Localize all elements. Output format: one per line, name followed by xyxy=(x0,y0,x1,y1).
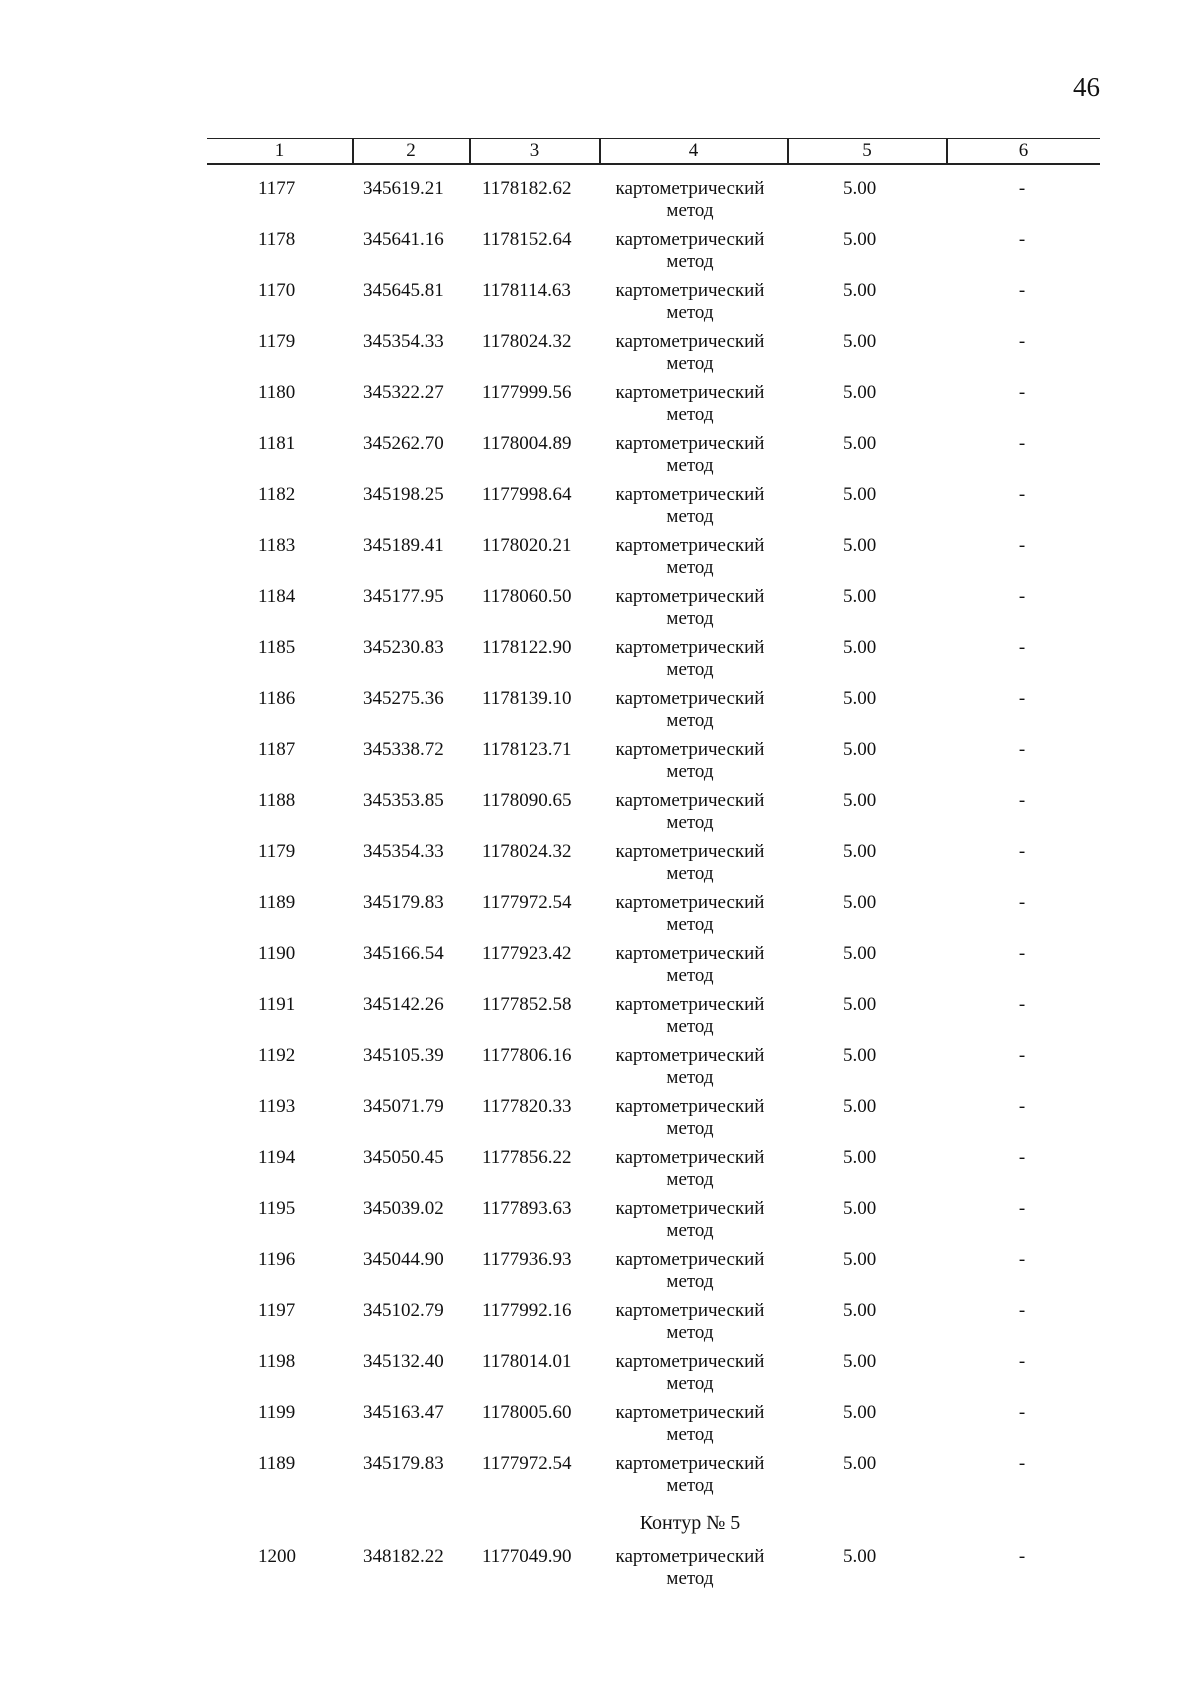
coord-x: 345354.33 xyxy=(363,331,444,352)
point-number: 1200 xyxy=(258,1546,296,1567)
method-line-1: картометрический xyxy=(615,1147,765,1168)
accuracy: 5.00 xyxy=(843,1402,877,1423)
table-row xyxy=(0,892,1200,943)
coord-y: 1177936.93 xyxy=(482,1249,572,1270)
coord-x: 345039.02 xyxy=(363,1198,444,1219)
method-line-2: метод xyxy=(666,608,714,629)
accuracy: 5.00 xyxy=(843,280,877,301)
point-number: 1179 xyxy=(258,841,296,862)
table-row xyxy=(0,841,1200,892)
coord-x: 345071.79 xyxy=(363,1096,444,1117)
description: - xyxy=(1018,1045,1026,1066)
point-number: 1170 xyxy=(258,280,296,301)
description: - xyxy=(1018,229,1026,250)
coord-x: 345105.39 xyxy=(363,1045,444,1066)
coord-y: 1178024.32 xyxy=(482,841,572,862)
coord-y: 1177972.54 xyxy=(482,1453,572,1474)
table-row xyxy=(0,739,1200,790)
accuracy: 5.00 xyxy=(843,688,877,709)
point-number: 1184 xyxy=(258,586,296,607)
accuracy: 5.00 xyxy=(843,331,877,352)
coord-y: 1177999.56 xyxy=(482,382,572,403)
method xyxy=(600,229,780,273)
method-line-2: метод xyxy=(666,761,714,782)
coord-x: 345166.54 xyxy=(363,943,444,964)
method-line-2: метод xyxy=(666,251,714,272)
method-line-2: метод xyxy=(666,863,714,884)
method-line-1: картометрический xyxy=(615,331,765,352)
method-line-2: метод xyxy=(666,1568,714,1589)
coord-y: 1177923.42 xyxy=(482,943,572,964)
table-row xyxy=(0,1096,1200,1147)
accuracy: 5.00 xyxy=(843,1453,877,1474)
coord-x: 345102.79 xyxy=(363,1300,444,1321)
method xyxy=(600,484,780,528)
method-line-1: картометрический xyxy=(615,229,765,250)
method-line-2: метод xyxy=(666,1424,714,1445)
method-line-2: метод xyxy=(666,965,714,986)
accuracy: 5.00 xyxy=(843,892,877,913)
coord-x: 345044.90 xyxy=(363,1249,444,1270)
method xyxy=(600,994,780,1038)
method xyxy=(600,1546,780,1590)
accuracy: 5.00 xyxy=(843,586,877,607)
table-row xyxy=(0,1402,1200,1453)
method-line-2: метод xyxy=(666,1475,714,1496)
point-number: 1199 xyxy=(258,1402,296,1423)
accuracy: 5.00 xyxy=(843,1300,877,1321)
table-row xyxy=(0,1147,1200,1198)
method-line-1: картометрический xyxy=(615,892,765,913)
coord-y: 1177852.58 xyxy=(482,994,572,1015)
table-row xyxy=(0,790,1200,841)
coord-x: 345619.21 xyxy=(363,178,444,199)
description: - xyxy=(1018,382,1026,403)
method-line-1: картометрический xyxy=(615,790,765,811)
header-col-1: 1 xyxy=(274,140,285,161)
accuracy: 5.00 xyxy=(843,841,877,862)
method xyxy=(600,433,780,477)
coord-x: 345322.27 xyxy=(363,382,444,403)
method-line-1: картометрический xyxy=(615,535,765,556)
description: - xyxy=(1018,1147,1026,1168)
rows-main xyxy=(0,178,1200,1504)
method xyxy=(600,739,780,783)
table-row xyxy=(0,943,1200,994)
point-number: 1185 xyxy=(258,637,296,658)
accuracy: 5.00 xyxy=(843,229,877,250)
coord-x: 345641.16 xyxy=(363,229,444,250)
coord-y: 1178139.10 xyxy=(482,688,572,709)
method-line-2: метод xyxy=(666,1016,714,1037)
table-row xyxy=(0,382,1200,433)
coord-x: 345645.81 xyxy=(363,280,444,301)
coord-y: 1177998.64 xyxy=(482,484,572,505)
method-line-1: картометрический xyxy=(615,280,765,301)
method xyxy=(600,637,780,681)
description: - xyxy=(1018,535,1026,556)
method-line-1: картометрический xyxy=(615,382,765,403)
method-line-1: картометрический xyxy=(615,1351,765,1372)
table-row xyxy=(0,1198,1200,1249)
point-number: 1178 xyxy=(258,229,296,250)
header-col-3: 3 xyxy=(529,140,540,161)
description: - xyxy=(1018,1402,1026,1423)
point-number: 1198 xyxy=(258,1351,296,1372)
method-line-1: картометрический xyxy=(615,484,765,505)
method-line-2: метод xyxy=(666,710,714,731)
coord-x: 345142.26 xyxy=(363,994,444,1015)
point-number: 1193 xyxy=(258,1096,296,1117)
description: - xyxy=(1018,637,1026,658)
table-body xyxy=(0,178,1200,1597)
coord-y: 1178152.64 xyxy=(482,229,572,250)
accuracy: 5.00 xyxy=(843,1045,877,1066)
accuracy: 5.00 xyxy=(843,1198,877,1219)
method-line-1: картометрический xyxy=(615,841,765,862)
coord-y: 1177806.16 xyxy=(482,1045,572,1066)
method-line-2: метод xyxy=(666,659,714,680)
description: - xyxy=(1018,1198,1026,1219)
description: - xyxy=(1018,433,1026,454)
method xyxy=(600,688,780,732)
method-line-1: картометрический xyxy=(615,1045,765,1066)
description: - xyxy=(1018,892,1026,913)
coord-x: 345163.47 xyxy=(363,1402,444,1423)
description: - xyxy=(1018,688,1026,709)
table-row xyxy=(0,280,1200,331)
table-row xyxy=(0,994,1200,1045)
method-line-2: метод xyxy=(666,1169,714,1190)
method xyxy=(600,943,780,987)
accuracy: 5.00 xyxy=(843,1351,877,1372)
method-line-2: метод xyxy=(666,812,714,833)
method-line-2: метод xyxy=(666,302,714,323)
accuracy: 5.00 xyxy=(843,382,877,403)
description: - xyxy=(1018,1453,1026,1474)
method xyxy=(600,892,780,936)
coord-x: 345353.85 xyxy=(363,790,444,811)
table-row xyxy=(0,1300,1200,1351)
coord-y: 1178090.65 xyxy=(482,790,572,811)
accuracy: 5.00 xyxy=(843,535,877,556)
coord-y: 1178060.50 xyxy=(482,586,572,607)
method-line-1: картометрический xyxy=(615,739,765,760)
point-number: 1188 xyxy=(258,790,296,811)
coord-y: 1177992.16 xyxy=(482,1300,572,1321)
method-line-1: картометрический xyxy=(615,586,765,607)
point-number: 1197 xyxy=(258,1300,296,1321)
method-line-1: картометрический xyxy=(615,994,765,1015)
method xyxy=(600,382,780,426)
method xyxy=(600,1198,780,1242)
accuracy: 5.00 xyxy=(843,739,877,760)
method xyxy=(600,841,780,885)
table-row xyxy=(0,586,1200,637)
contour-title: Контур № 5 xyxy=(639,1512,741,1534)
coord-x: 345050.45 xyxy=(363,1147,444,1168)
method xyxy=(600,331,780,375)
coord-y: 1178020.21 xyxy=(482,535,572,556)
coord-y: 1177893.63 xyxy=(482,1198,572,1219)
point-number: 1187 xyxy=(258,739,296,760)
method-line-1: картометрический xyxy=(615,1096,765,1117)
point-number: 1194 xyxy=(258,1147,296,1168)
accuracy: 5.00 xyxy=(843,1546,877,1567)
method xyxy=(600,280,780,324)
description: - xyxy=(1018,586,1026,607)
accuracy: 5.00 xyxy=(843,433,877,454)
method-line-1: картометрический xyxy=(615,178,765,199)
coord-y: 1178123.71 xyxy=(482,739,572,760)
method xyxy=(600,1402,780,1446)
method xyxy=(600,1300,780,1344)
point-number: 1183 xyxy=(258,535,296,556)
method-line-1: картометрический xyxy=(615,637,765,658)
table-row xyxy=(0,1546,1200,1597)
accuracy: 5.00 xyxy=(843,943,877,964)
method xyxy=(600,1045,780,1089)
coord-x: 345262.70 xyxy=(363,433,444,454)
accuracy: 5.00 xyxy=(843,994,877,1015)
description: - xyxy=(1018,331,1026,352)
point-number: 1191 xyxy=(258,994,296,1015)
point-number: 1196 xyxy=(258,1249,296,1270)
header-col-2: 2 xyxy=(406,140,416,161)
method xyxy=(600,790,780,834)
method xyxy=(600,1147,780,1191)
point-number: 1179 xyxy=(258,331,296,352)
header-col-5: 5 xyxy=(862,140,872,161)
table-row xyxy=(0,229,1200,280)
coord-y: 1178024.32 xyxy=(482,331,572,352)
description: - xyxy=(1018,484,1026,505)
method-line-1: картометрический xyxy=(615,1300,765,1321)
point-number: 1177 xyxy=(258,178,296,199)
coord-y: 1177049.90 xyxy=(482,1546,572,1567)
coord-x: 345230.83 xyxy=(363,637,444,658)
description: - xyxy=(1018,739,1026,760)
description: - xyxy=(1018,943,1026,964)
method-line-2: метод xyxy=(666,1322,714,1343)
table-row xyxy=(0,433,1200,484)
method-line-2: метод xyxy=(666,353,714,374)
method-line-2: метод xyxy=(666,1118,714,1139)
coord-x: 345338.72 xyxy=(363,739,444,760)
table-row xyxy=(0,1045,1200,1096)
coord-x: 345198.25 xyxy=(363,484,444,505)
description: - xyxy=(1018,790,1026,811)
accuracy: 5.00 xyxy=(843,790,877,811)
coord-x: 345177.95 xyxy=(363,586,444,607)
method xyxy=(600,535,780,579)
coord-y: 1177856.22 xyxy=(482,1147,572,1168)
method-line-2: метод xyxy=(666,1067,714,1088)
description: - xyxy=(1018,1546,1026,1567)
method-line-2: метод xyxy=(666,1373,714,1394)
coord-y: 1178004.89 xyxy=(482,433,572,454)
method-line-2: метод xyxy=(666,200,714,221)
method-line-2: метод xyxy=(666,506,714,527)
point-number: 1189 xyxy=(258,1453,296,1474)
page-number: 46 xyxy=(1073,72,1100,102)
table-header xyxy=(207,138,1100,165)
coord-y: 1178122.90 xyxy=(482,637,572,658)
coord-x: 345354.33 xyxy=(363,841,444,862)
table-row xyxy=(0,688,1200,739)
description: - xyxy=(1018,1096,1026,1117)
coord-x: 345179.83 xyxy=(363,1453,444,1474)
method-line-1: картометрический xyxy=(615,1249,765,1270)
coord-y: 1178114.63 xyxy=(482,280,571,301)
method xyxy=(600,1096,780,1140)
table-row xyxy=(0,484,1200,535)
coord-y: 1178014.01 xyxy=(482,1351,572,1372)
coord-x: 345275.36 xyxy=(363,688,444,709)
method xyxy=(600,586,780,630)
accuracy: 5.00 xyxy=(843,637,877,658)
method xyxy=(600,1453,780,1497)
point-number: 1192 xyxy=(258,1045,296,1066)
description: - xyxy=(1018,1249,1026,1270)
description: - xyxy=(1018,178,1026,199)
method-line-2: метод xyxy=(666,914,714,935)
coord-x: 345189.41 xyxy=(363,535,444,556)
accuracy: 5.00 xyxy=(843,178,877,199)
method xyxy=(600,178,780,222)
accuracy: 5.00 xyxy=(843,484,877,505)
method-line-2: метод xyxy=(666,455,714,476)
rows-after xyxy=(0,1546,1200,1597)
coord-x: 345179.83 xyxy=(363,892,444,913)
table-row xyxy=(0,331,1200,382)
accuracy: 5.00 xyxy=(843,1096,877,1117)
method xyxy=(600,1351,780,1395)
description: - xyxy=(1018,280,1026,301)
method-line-2: метод xyxy=(666,1271,714,1292)
table-row xyxy=(0,178,1200,229)
header-col-6: 6 xyxy=(1018,140,1029,161)
point-number: 1195 xyxy=(258,1198,296,1219)
description: - xyxy=(1018,994,1026,1015)
method-line-1: картометрический xyxy=(615,1198,765,1219)
coord-y: 1177972.54 xyxy=(482,892,572,913)
coord-y: 1178005.60 xyxy=(482,1402,572,1423)
point-number: 1186 xyxy=(258,688,296,709)
method-line-1: картометрический xyxy=(615,1402,765,1423)
point-number: 1181 xyxy=(258,433,296,454)
accuracy: 5.00 xyxy=(843,1147,877,1168)
method-line-1: картометрический xyxy=(615,943,765,964)
method-line-2: метод xyxy=(666,1220,714,1241)
point-number: 1182 xyxy=(258,484,296,505)
coord-y: 1178182.62 xyxy=(482,178,572,199)
description: - xyxy=(1018,1300,1026,1321)
method-line-1: картометрический xyxy=(615,688,765,709)
description: - xyxy=(1018,841,1026,862)
table-row xyxy=(0,535,1200,586)
point-number: 1189 xyxy=(258,892,296,913)
coord-x: 345132.40 xyxy=(363,1351,444,1372)
method-line-1: картометрический xyxy=(615,1546,765,1567)
table-row xyxy=(0,1249,1200,1300)
table-row xyxy=(0,1351,1200,1402)
method-line-1: картометрический xyxy=(615,1453,765,1474)
point-number: 1180 xyxy=(258,382,296,403)
method-line-1: картометрический xyxy=(615,433,765,454)
description: - xyxy=(1018,1351,1026,1372)
accuracy: 5.00 xyxy=(843,1249,877,1270)
coord-y: 1177820.33 xyxy=(482,1096,572,1117)
header-col-4: 4 xyxy=(688,140,699,161)
coord-x: 348182.22 xyxy=(363,1546,444,1567)
method-line-2: метод xyxy=(666,404,714,425)
point-number: 1190 xyxy=(258,943,296,964)
table-row xyxy=(0,637,1200,688)
method xyxy=(600,1249,780,1293)
table-row xyxy=(0,1453,1200,1504)
method-line-2: метод xyxy=(666,557,714,578)
